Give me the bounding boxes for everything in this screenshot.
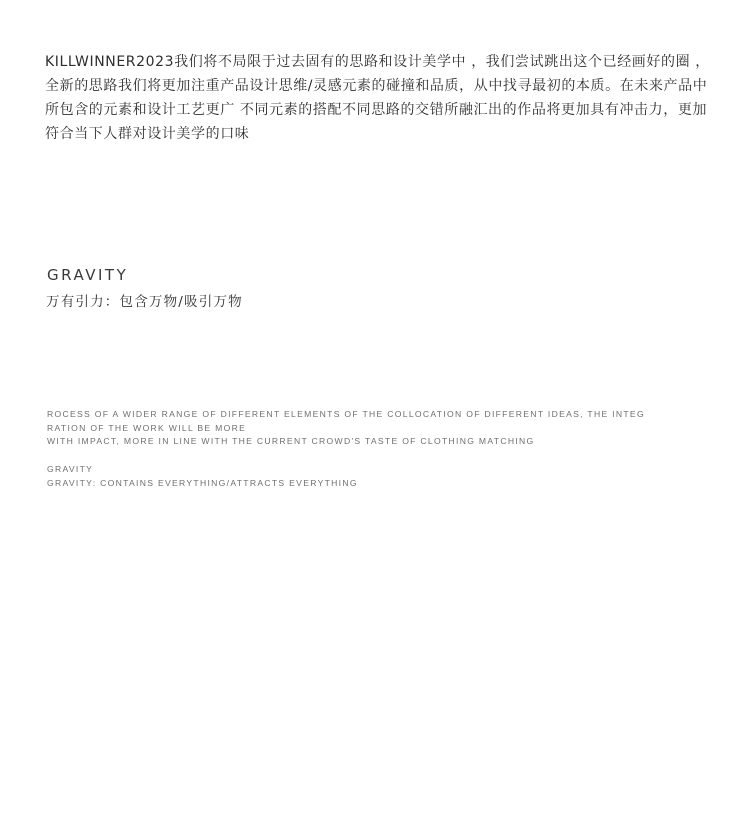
english-line-1: ROCESS OF A WIDER RANGE OF DIFFERENT ELEMENTS OF THE COLLOCATION OF DIFFERENT IDEAS, THE INTEG [47, 409, 645, 419]
english-line-2: RATION OF THE WORK WILL BE MORE [47, 422, 247, 433]
gravity-heading: GRAVITY [47, 266, 129, 284]
english-line-3: WITH IMPACT, MORE IN LINE WITH THE CURRENT CROWD'S TASTE OF CLOTHING MATCHING [47, 436, 535, 446]
intro-paragraph: KILLWINNER2023我们将不局限于过去固有的思路和设计美学中 ，我们尝试跳出这个已经画好的圈 ，全新的思路我们将更加注重产品设计思维/灵感元素的碰撞和品质，从中找寻最初的本质。在未来产品中所包含的元素和设计工艺更广 不同元素的搭配不同思路的交错所融汇出的作品将更加具有冲击力，更加符合当下人群对设计美学的口味 [45, 54, 710, 142]
gravity-subtitle: 万有引力：包含万物/吸引万物 [46, 294, 243, 310]
english-footer-title: GRAVITY [47, 464, 94, 474]
english-footer [47, 463, 358, 490]
english-description [47, 408, 712, 449]
english-footer-subtitle: GRAVITY: CONTAINS EVERYTHING/ATTRACTS EVERYTHING [47, 477, 358, 488]
